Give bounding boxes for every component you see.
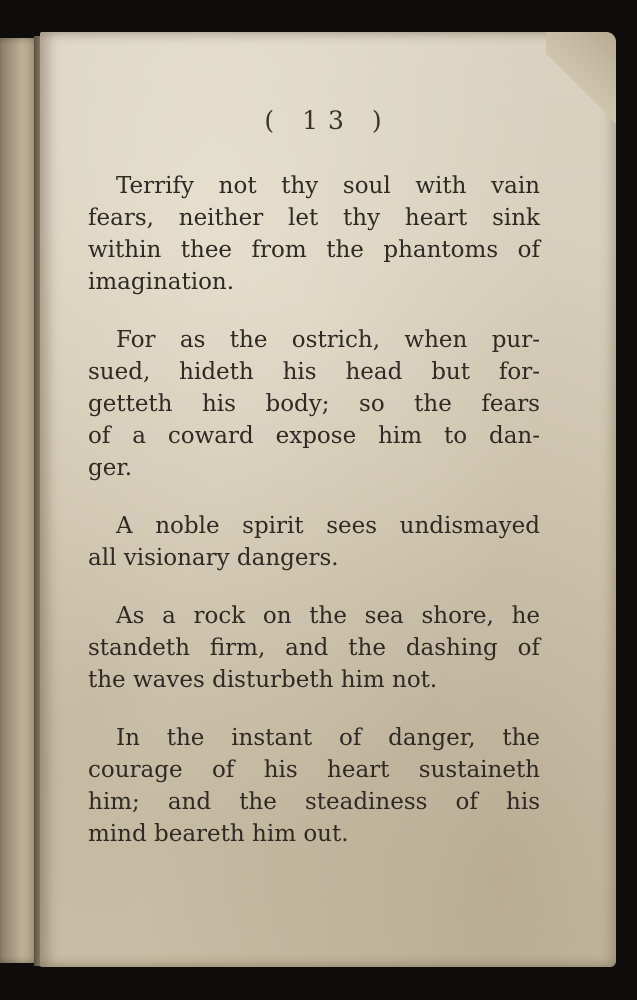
paragraph-2: [88, 324, 540, 484]
text-line: standeth firm, and the dashing of: [88, 635, 540, 661]
book-page: [40, 32, 616, 967]
text-line: A noble spirit sees undismayed: [116, 513, 540, 539]
text-line: Terrify not thy soul with vain: [116, 173, 540, 199]
text-line: of a coward expose him to dan-: [88, 423, 540, 449]
text-line: mind beareth him out.: [88, 821, 349, 847]
paragraph-3: [88, 510, 540, 574]
page-number: ( 13 ): [264, 106, 392, 135]
text-line: imagination.: [88, 269, 235, 295]
text-line: getteth his body; so the fears: [88, 391, 540, 417]
text-line: the waves disturbeth him not.: [88, 667, 438, 693]
text-line: sued, hideth his head but for-: [88, 359, 540, 385]
text-line: In the instant of danger, the: [116, 725, 540, 751]
text-line: As a rock on the sea shore, he: [116, 603, 540, 629]
paragraph-4: [88, 600, 540, 696]
paragraph-5: [88, 722, 540, 850]
text-line: all visionary dangers.: [88, 545, 339, 571]
text-line: within thee from the phantoms of: [88, 237, 540, 263]
text-line: For as the ostrich, when pur-: [116, 327, 540, 353]
text-line: fears, neither let thy heart sink: [88, 205, 540, 231]
text-line: ger.: [88, 455, 133, 481]
text-line: courage of his heart sustaineth: [88, 757, 540, 783]
text-line: him; and the steadiness of his: [88, 789, 540, 815]
paragraph-1: [88, 170, 540, 298]
